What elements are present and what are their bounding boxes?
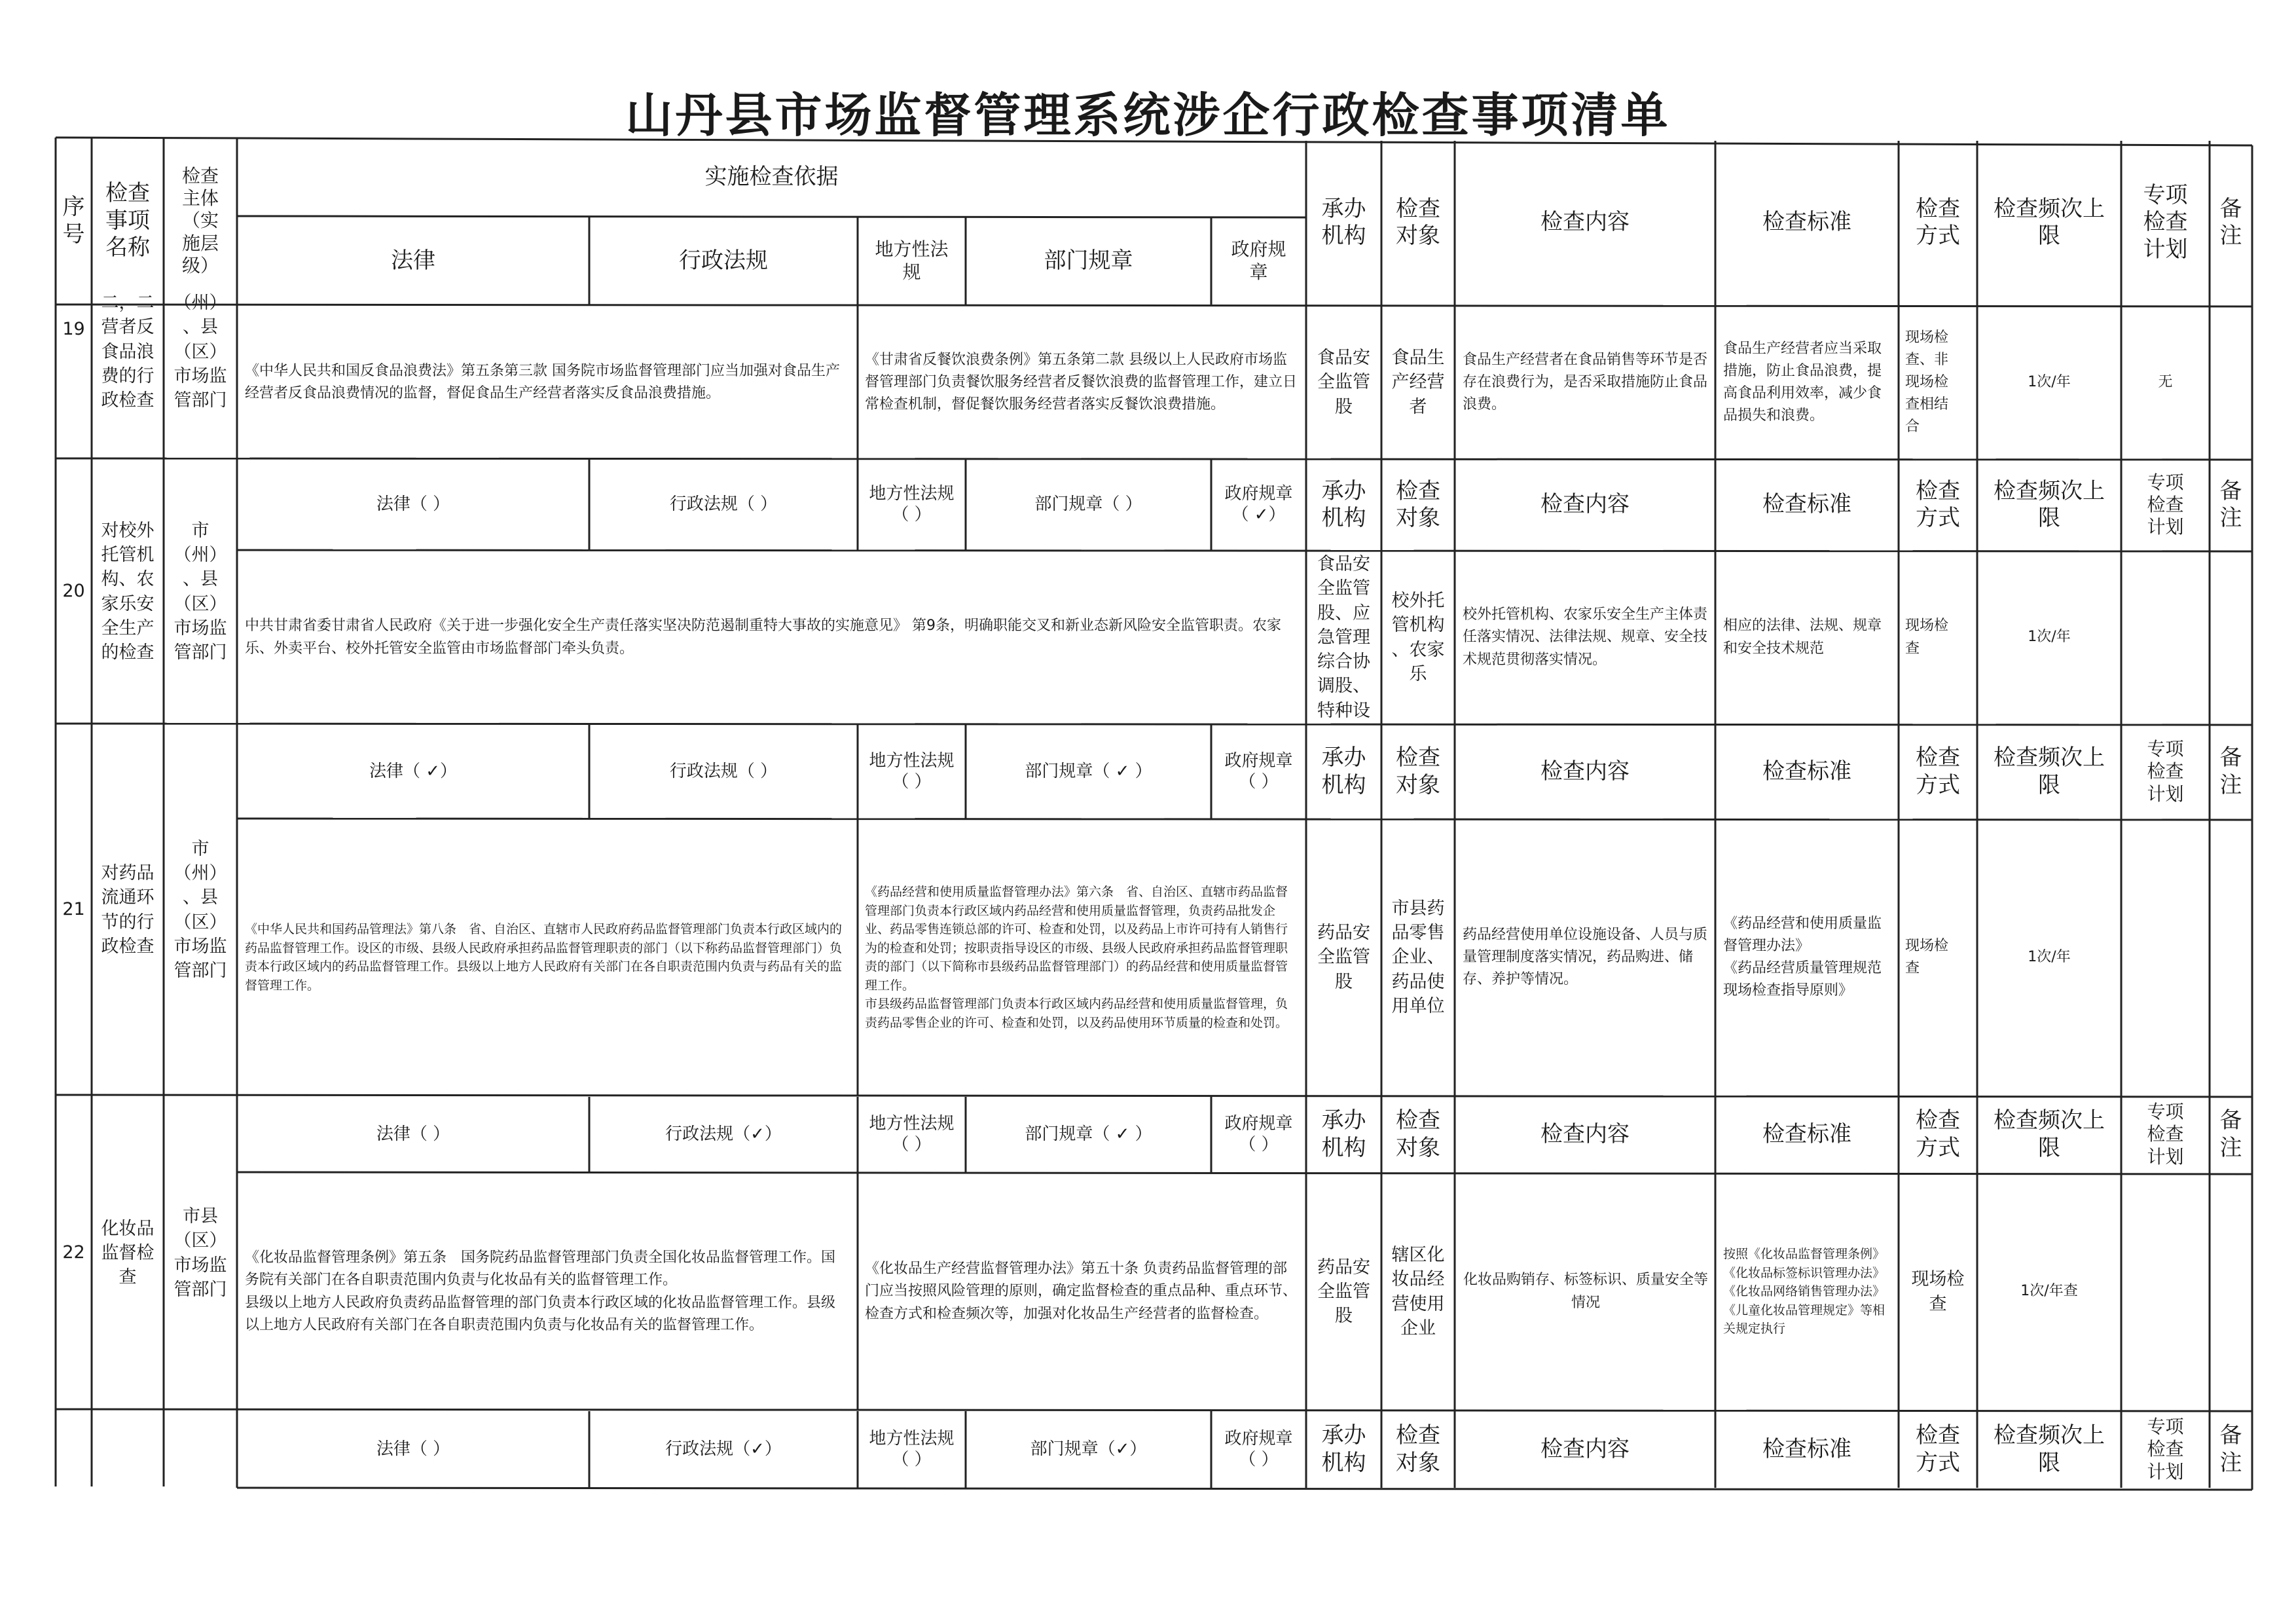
row23-header-standard: 检查标准 [1762, 1435, 1851, 1462]
row21-header-note: 备 注 [2219, 745, 2242, 798]
row21-local-reg: 地方性法规 （ ） [869, 750, 955, 792]
header-seq: 序 号 [62, 194, 85, 248]
row20-header-org: 承办 机构 [1321, 477, 1366, 531]
row21-seq: 21 [62, 899, 85, 920]
row23-header-org: 承办 机构 [1321, 1422, 1366, 1476]
header-method: 检查 方式 [1916, 195, 1960, 249]
row19-seq: 19 [62, 318, 85, 339]
row20-header-object: 检查 对象 [1396, 477, 1440, 531]
row21-standard: 《药品经营和使用质量监督管理办法》 《药品经营质量管理规范现场检查指导原则》 [1723, 915, 1882, 999]
row23-header-content: 检查内容 [1540, 1435, 1630, 1462]
header-basis: 实施检查依据 [704, 164, 839, 191]
row23-law: 法律（ ） [376, 1439, 450, 1459]
row20-org: 食品安 全监管 股、应 急管理 综合协 调股、 特种设 [1317, 554, 1370, 721]
header-content: 检查内容 [1540, 209, 1630, 236]
row22-law: 法律（ ） [376, 1124, 450, 1144]
header-freq: 检查频次上 限 [1994, 195, 2105, 249]
row19-standard: 食品生产经营者应当采取措施，防止食品浪费，提高食品利用效率，减少食品损失和浪费。 [1723, 340, 1882, 424]
row21-name: 对药品 流通环 节的行 政检查 [101, 863, 155, 957]
row21-org: 药品安 全监管 股 [1317, 923, 1370, 992]
row23-dept-rule: 部门规章（✓） [1030, 1439, 1147, 1459]
row23-local-reg: 地方性法规 （ ） [869, 1428, 955, 1469]
row22-dept-text: 《化妆品生产经营监督管理办法》第五十条 负责药品监督管理的部门应当按照风险管理的原则，确定监督检查的重点品种、重点环节、检查方式和检查频次等，加强对化妆品生产经营者的监督检查。 [865, 1261, 1298, 1322]
row20-object: 校外托 管机构 、农家 乐 [1391, 591, 1445, 684]
row20-subject: 市 （州） 、县 （区） 市场监 管部门 [173, 520, 227, 663]
row19-org: 食品安 全监管 股 [1317, 348, 1370, 417]
row19-method: 现场检 查、非 现场检 查相结 合 [1905, 329, 1949, 435]
row22-standard: 按照《化妆品监督管理条例》《化妆品标签标识管理办法》《化妆品网络销售管理办法》《儿童化妆品管理规定》等相关规定执行 [1723, 1247, 1886, 1337]
row20-dept-rule: 部门规章（ ） [1034, 494, 1142, 515]
row19-freq: 1次/年 [2028, 373, 2071, 390]
row21-header-freq: 检查频次上 限 [1994, 745, 2105, 798]
header-subject: 检查 主体 （实 施层 级） [181, 165, 219, 276]
row20-regulation: 行政法规（ ） [669, 494, 778, 515]
row21-dept-text: 《药品经营和使用质量监督管理办法》第六条 省、自治区、直辖市药品监督管理部门负责本行政区域内药品经营和使用质量监督管理，负责药品批发企业、药品零售连锁总部的许可、检查和处罚，以及药品上市许可持有人销售行为的检查和处罚；按职责指导设区的市级、县级人民政府承担药品监督管理职责的部门（以下简称市县级药品监督管理部门）的药品经营和使用质量监督管理工作。 市县级药品监督管理部门负责本行政区域内药品经营和使用质量监督管理，负责药品零售企业的许可、检查和处罚，以及药品使用环节质量的检查和处罚。 [865, 885, 1288, 1030]
header-note: 备 注 [2219, 195, 2242, 249]
row19-subject: （州） 、县 （区） 市场监 管部门 [173, 293, 227, 411]
row21-header-standard: 检查标准 [1762, 758, 1851, 784]
header-object: 检查 对象 [1396, 195, 1440, 249]
row22-local-reg: 地方性法规 （ ） [869, 1113, 955, 1154]
header-regulation: 行政法规 [679, 247, 768, 274]
row19-dept-text: 《甘肃省反餐饮浪费条例》第五条第二款 县级以上人民政府市场监督管理部门负责餐饮服务经营者反餐饮浪费的监督管理工作，建立日常检查机制，督促餐饮服务经营者落实反餐饮浪费措施。 [865, 351, 1298, 413]
row22-header-org: 承办 机构 [1321, 1107, 1366, 1161]
row21-subject: 市 （州） 、县 （区） 市场监 管部门 [173, 838, 227, 981]
row19-name: 二，二 营者反 食品浪 费的行 政检查 [101, 293, 155, 411]
header-local-reg: 地方性法 规 [875, 238, 949, 283]
row22-regulation: 行政法规（✓） [665, 1124, 782, 1144]
row20-seq: 20 [62, 581, 85, 602]
row22-org: 药品安 全监管 股 [1317, 1257, 1370, 1327]
row20-header-content: 检查内容 [1540, 491, 1630, 518]
row21-object: 市县药 品零售 企业、 药品使 用单位 [1391, 898, 1445, 1016]
row21-header-plan: 专项 检查 计划 [2147, 738, 2184, 805]
row23-header-object: 检查 对象 [1396, 1422, 1440, 1476]
row21-header-method: 检查 方式 [1916, 745, 1960, 798]
row22-subject: 市县 （区） 市场监 管部门 [173, 1206, 227, 1300]
header-law: 法律 [391, 247, 435, 274]
row20-gov-rule: 政府规章 （ ✓） [1224, 484, 1293, 525]
row22-header-plan: 专项 检查 计划 [2147, 1101, 2184, 1168]
row20-header-standard: 检查标准 [1762, 491, 1851, 518]
row23-header-freq: 检查频次上 限 [1994, 1422, 2105, 1476]
row22-content: 化妆品购销存、标签标识、质量安全等情况 [1463, 1272, 1708, 1311]
row20-local-reg: 地方性法规 （ ） [869, 484, 955, 525]
row21-regulation: 行政法规（ ） [669, 761, 778, 781]
row20-law: 法律（ ） [376, 494, 450, 515]
row22-header-note: 备 注 [2219, 1107, 2242, 1161]
row19-object: 食品生 产经营 者 [1391, 348, 1445, 417]
row23-header-method: 检查 方式 [1916, 1422, 1960, 1476]
row20-method: 现场检 查 [1905, 618, 1949, 657]
row20-basis-text: 中共甘肃省委甘肃省人民政府《关于进一步强化安全生产责任落实坚决防范遏制重特大事故的实施意见》 第9条，明确职能交叉和新业态新风险安全监管职责。农家乐、外卖平台、校外托管安全监管由市场监督部门牵头负责。 [245, 618, 1281, 657]
row21-law: 法律（ ✓） [369, 761, 458, 781]
row20-header-freq: 检查频次上 限 [1994, 477, 2105, 531]
row22-header-standard: 检查标准 [1762, 1120, 1851, 1147]
row21-header-object: 检查 对象 [1396, 745, 1440, 798]
row20-header-note: 备 注 [2219, 477, 2242, 531]
row22-method: 现场检 查 [1911, 1269, 1965, 1314]
row20-name: 对校外 托管机 构、农 家乐安 全生产 的检查 [101, 520, 155, 663]
header-gov-rule: 政府规 章 [1231, 238, 1286, 283]
header-item-name: 检查 事项 名称 [105, 180, 150, 261]
row22-name: 化妆品 监督检 查 [101, 1218, 155, 1288]
row22-header-object: 检查 对象 [1396, 1107, 1440, 1161]
row22-reg-text: 《化妆品监督管理条例》第五条 国务院药品监督管理部门负责全国化妆品监督管理工作。国务院有关部门在各自职责范围内负责与化妆品有关的监督管理工作。 县级以上地方人民政府负责药品监督管理的部门负责本行政区域的化妆品监督管理工作。县级以上地方人民政府有关部门在各自职责范围内负责与化妆品有关的监督管理工作。 [245, 1249, 836, 1333]
row19-content: 食品生产经营者在食品销售等环节是否存在浪费行为，是否采取措施防止食品浪费。 [1463, 351, 1708, 413]
row20-header-method: 检查 方式 [1916, 477, 1960, 531]
row21-gov-rule: 政府规章 （ ） [1224, 750, 1293, 792]
row22-freq: 1次/年查 [2020, 1283, 2078, 1300]
row23-regulation: 行政法规（✓） [665, 1439, 782, 1459]
row22-seq: 22 [62, 1242, 85, 1263]
row22-object: 辖区化 妆品经 营使用 企业 [1391, 1245, 1445, 1338]
header-dept-rule: 部门规章 [1044, 247, 1133, 274]
row19-law-text: 《中华人民共和国反食品浪费法》第五条第三款 国务院市场监督管理部门应当加强对食品生产经营者反食品浪费情况的监督，督促食品生产经营者落实反食品浪费措施。 [245, 362, 840, 401]
header-plan: 专项 检查 计划 [2143, 181, 2188, 263]
row22-dept-rule: 部门规章（ ✓ ） [1025, 1124, 1152, 1144]
row19-plan: 无 [2158, 373, 2173, 390]
row20-content: 校外托管机构、农家乐安全生产主体责任落实情况、法律法规、规章、安全技术规范贯彻落实情况。 [1463, 606, 1708, 668]
row22-gov-rule: 政府规章 （ ） [1224, 1113, 1293, 1154]
row21-dept-rule: 部门规章（ ✓ ） [1025, 761, 1152, 781]
row23-gov-rule: 政府规章 （ ） [1224, 1428, 1293, 1469]
row20-standard: 相应的法律、法规、规章和安全技术规范 [1723, 618, 1882, 657]
row23-header-note: 备 注 [2219, 1422, 2242, 1476]
row21-header-org: 承办 机构 [1321, 745, 1366, 798]
row22-header-content: 检查内容 [1540, 1120, 1630, 1147]
header-org: 承办 机构 [1321, 195, 1366, 249]
row20-freq: 1次/年 [2028, 629, 2071, 646]
page-title: 山丹县市场监督管理系统涉企行政检查事项清单 [625, 87, 1671, 143]
row21-header-content: 检查内容 [1540, 758, 1630, 784]
row22-header-freq: 检查频次上 限 [1994, 1107, 2105, 1161]
row21-law-text: 《中华人民共和国药品管理法》第八条 省、自治区、直辖市人民政府药品监督管理部门负责本行政区域内的药品监督管理工作。设区的市级、县级人民政府承担药品监督管理职责的部门（以下称药品监督管理部门）负责本行政区域内的药品监督管理工作。县级以上地方人民政府有关部门在各自职责范围内负责与药品有关的监督管理工作。 [245, 922, 843, 993]
row21-method: 现场检 查 [1905, 937, 1949, 976]
header-standard: 检查标准 [1762, 209, 1851, 236]
row22-header-method: 检查 方式 [1916, 1107, 1960, 1161]
row21-content: 药品经营使用单位设施设备、人员与质量管理制度落实情况，药品购进、储存、养护等情况。 [1463, 926, 1708, 988]
row23-header-plan: 专项 检查 计划 [2147, 1416, 2184, 1483]
row20-header-plan: 专项 检查 计划 [2147, 471, 2184, 538]
row21-freq: 1次/年 [2028, 948, 2071, 965]
